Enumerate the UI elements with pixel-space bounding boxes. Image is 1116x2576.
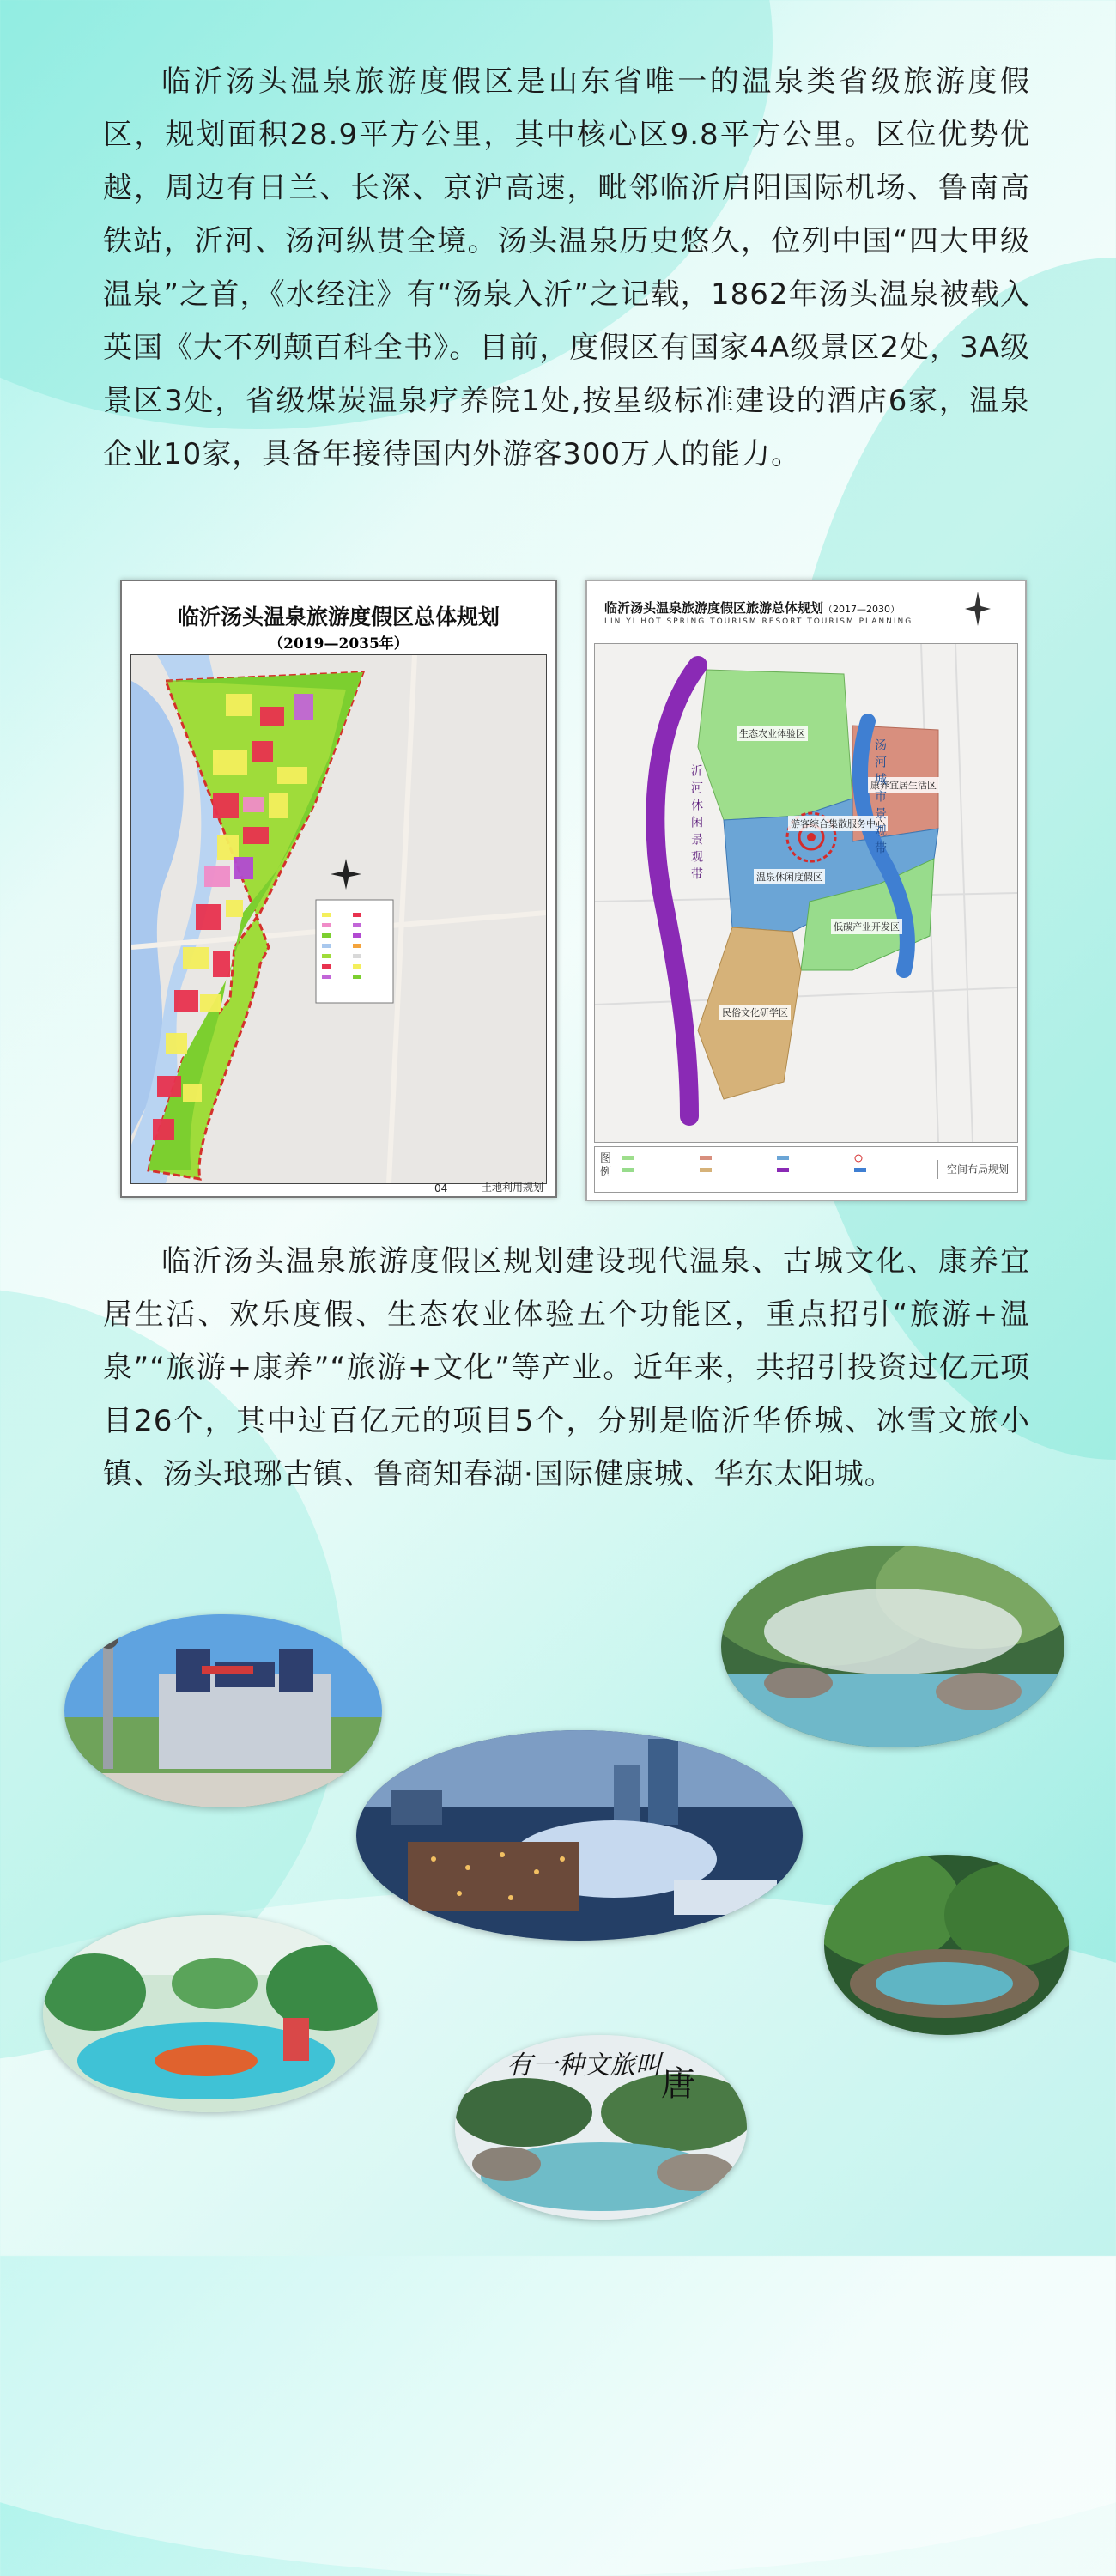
zone-label-service-center: 游客综合集散服务中心 bbox=[788, 816, 888, 831]
legend-caption: 空间布局规划 bbox=[937, 1160, 1009, 1179]
zone-label-low-carbon: 低碳产业开发区 bbox=[831, 919, 902, 934]
photo-city-night-aerial bbox=[356, 1730, 803, 1941]
tourism-plan-map bbox=[585, 580, 1027, 1201]
land-use-map-canvas bbox=[130, 654, 547, 1184]
zone-label-hot-spring: 温泉休闲度假区 bbox=[754, 869, 825, 884]
investment-paragraph: 临沂汤头温泉旅游度假区规划建设现代温泉、古城文化、康养宜居生活、欢乐度假、生态农业体验五个功能区，重点招引“旅游+温泉”“旅游+康养”“旅游+文化”等产业。近年来，共招引投资过亿元项目26个，其中过百亿元的项目5个，分别是临沂华侨城、冰雪文旅小镇、汤头琅琊古镇、鲁商知春湖·国际健康城、华东太阳城。 bbox=[103, 1244, 1030, 1492]
photo-stone-pool-calligraphy bbox=[455, 2035, 747, 2220]
svg-text:有一种文旅叫: 有一种文旅叫 bbox=[506, 2050, 661, 2081]
legend-swatches bbox=[622, 1152, 931, 1187]
photo-indoor-water-park bbox=[43, 1915, 378, 2112]
compass-icon bbox=[965, 592, 991, 629]
land-use-plan-map bbox=[120, 580, 557, 1198]
photo-forest-pool bbox=[824, 1855, 1069, 2035]
tourism-map-graphic bbox=[595, 644, 1017, 1142]
tourism-map-legend bbox=[594, 1146, 1018, 1193]
photo-hot-spring-steam bbox=[721, 1546, 1064, 1747]
land-use-map-caption: 土地利用规划 bbox=[481, 1182, 543, 1194]
yi-river-belt-label: 沂河休闲景观带 bbox=[689, 764, 703, 884]
zone-label-wellness: 康养宜居生活区 bbox=[868, 777, 939, 793]
intro-paragraph: 临沂汤头温泉旅游度假区是山东省唯一的温泉类省级旅游度假区，规划面积28.9平方公里，其中核心区9.8平方公里。区位优势优越，周边有日兰、长深、京沪高速，毗邻临沂启阳国际机场、鲁南高铁站，沂河、汤河纵贯全境。汤头温泉历史悠久，位列中国“四大甲级温泉”之首，《水经注》有“汤泉入沂”之记载，1862年汤头温泉被载入英国《大不列颠百科全书》。目前，度假区有国家4A级景区2处，3A级景区3处，省级煤炭温泉疗养院1处,按星级标准建设的酒店6家，温泉企业10家，具备年接待国内外游客300万人的能力。 bbox=[103, 64, 1030, 471]
tourism-map-years: （2017—2030） bbox=[823, 604, 901, 615]
legend-title: 图例 bbox=[600, 1152, 612, 1179]
tang-river-belt-label: 汤河城市景观带 bbox=[873, 738, 887, 859]
land-use-map-title: 临沂汤头温泉旅游度假区总体规划 bbox=[177, 605, 500, 629]
svg-text:唐: 唐 bbox=[661, 2064, 695, 2104]
tourism-map-title bbox=[604, 598, 900, 617]
zone-label-eco-agri: 生态农业体验区 bbox=[737, 726, 808, 741]
land-use-map-graphic bbox=[131, 655, 546, 1183]
photo-european-palace bbox=[64, 1614, 382, 1807]
land-use-map-years: （2019—2035年） bbox=[269, 635, 409, 653]
zone-label-folk-culture: 民俗文化研学区 bbox=[719, 1005, 791, 1020]
land-use-map-page-number: 04 bbox=[434, 1182, 448, 1194]
tourism-map-subtitle: LIN YI HOT SPRING TOURISM RESORT TOURISM PLANNING bbox=[604, 617, 913, 626]
tourism-map-canvas bbox=[594, 643, 1018, 1143]
tourism-map-title-text: 临沂汤头温泉旅游度假区旅游总体规划 bbox=[604, 600, 824, 616]
